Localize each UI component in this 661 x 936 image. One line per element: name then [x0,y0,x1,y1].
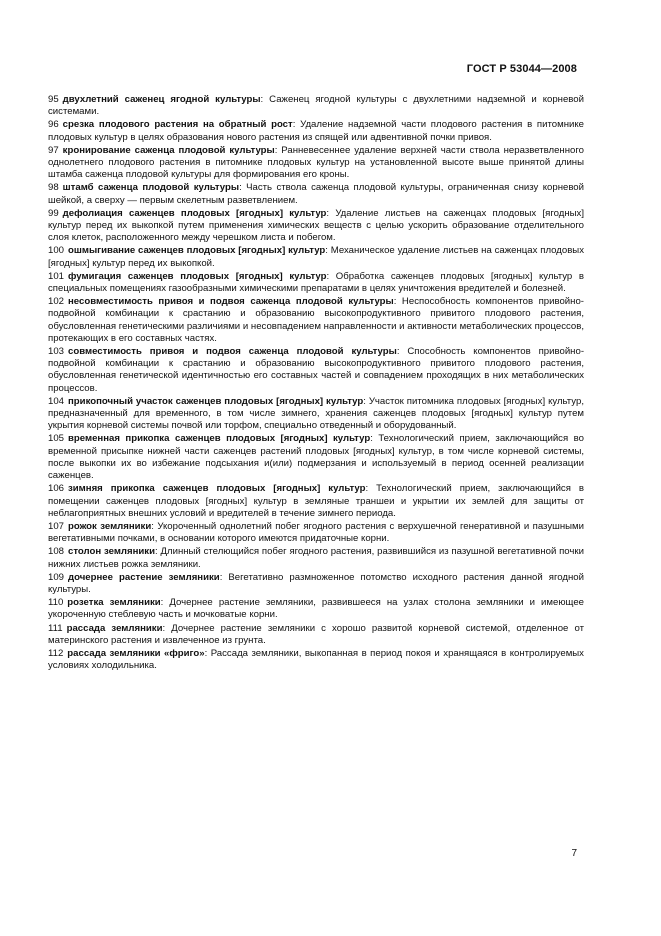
entry-term: розетка земляники [67,597,161,609]
entry-term: дефолиация саженцев плодовых [ягодных] культур [62,207,327,219]
entry-number: 103 [48,346,65,358]
entry-term: прикопочный участок саженцев плодовых [ягодных] культур [68,395,364,407]
entry-number: 111 [48,622,63,634]
page-number: 7 [571,848,577,859]
term-entry-101 [48,271,584,295]
term-entry-112 [48,648,584,672]
entry-number: 101 [48,270,65,282]
entry-number: 105 [48,433,65,445]
term-entry-109 [48,572,584,596]
term-entry-99 [48,208,584,245]
entry-term: двухлетний саженец ягодной культуры [62,94,261,105]
entry-term: столон земляники [68,546,156,558]
entry-number: 100 [48,245,65,257]
entry-term: зимняя прикопка саженцев плодовых [ягодных] культур [68,483,366,495]
entry-number: 109 [48,571,65,583]
page-header-standard: ГОСТ Р 53044—2008 [466,63,577,75]
entry-number: 107 [48,520,65,532]
terms-list [48,94,584,673]
entry-term: фумигация саженцев плодовых [ягодных] культур [68,270,327,282]
entry-number: 97 [48,144,59,156]
term-entry-100 [48,245,584,269]
term-entry-107 [48,521,584,545]
entry-definition: : Дочернее растение земляники, развившееся на узлах столона земляники и имеющее укороченную стеблевую часть и мочковатые корни. [48,597,584,621]
entry-number: 95 [48,94,59,105]
entry-definition: : Механическое удаление листьев на саженцах плодовых [ягодных] культур перед их выкопкой. [48,245,585,269]
entry-definition: : Удаление надземной части плодового растения в питомнике плодовых культур в целях образования нового растения из спящей или адвентивной почки привоя. [48,119,584,143]
term-entry-110 [48,597,584,621]
entry-definition: : Саженец ягодной культуры с двухлетними надземной и корневой системами. [48,94,584,118]
entry-definition: : Неспособность компонентов привойно-подвойной комбинации к срастанию и образованию высокопродуктивного привитого плодового растения, обусловленная генетическими различиями и несовпадением направленности и активности метаболических процессов, протекающих в его составных частях. [48,296,584,344]
entry-number: 96 [48,119,59,131]
entry-number: 108 [48,546,65,558]
term-entry-98 [48,182,584,206]
entry-term: несовместимость привоя и подвоя саженца плодовой культуры [68,296,394,308]
entry-definition: : Рассада земляники, выкопанная в период покоя и хранящаяся в контролируемых условиях холодильника. [48,647,584,672]
entry-term: рожок земляники [68,520,152,532]
entry-definition: : Часть ствола саженца плодовой культуры, ограниченная снизу корневой шейкой, а сверху — первым скелетным разветвлением. [48,182,585,206]
term-entry-96 [48,119,584,143]
term-entry-102 [48,296,584,345]
entry-definition: : Участок питомника плодовых [ягодных] культур, предназначенный для временного, в том числе зимнего, хранения саженцев плодовых [ягодных] культур путем укрытия корневой системы почвой или торфом, специально отведенный и оборудованный. [48,395,584,432]
term-entry-104 [48,396,584,433]
entry-definition: : Ранневесеннее удаление верхней части ствола неразветвленного однолетнего плодового растения в питомнике плодовых культур на установленной высоте выше принятой длины штамба саженца плодовой культуры для формирования его кроны. [48,144,584,181]
term-entry-97 [48,145,584,182]
entry-term: временная прикопка саженцев плодовых [ягодных] культур [68,433,371,445]
entry-number: 99 [48,207,59,219]
entry-number: 98 [48,182,59,194]
term-entry-111 [48,623,584,647]
entry-definition: : Технологический прием, заключающийся во временной присыпке нижней части саженцев растений плодовых [ягодных] культур, в том числе корневой системы, после выкопки их во избежание подсыхания и(или) подмерзания и используемый в период осенней реализации саженцев. [48,433,584,482]
entry-term: рассада земляники [66,622,163,634]
term-entry-106 [48,483,584,520]
term-entry-103 [48,346,584,395]
entry-definition: : Длинный стелющийся побег ягодного растения, развившийся из пазушной вегетативной почки нижних листьев рожка земляники. [48,546,584,570]
entry-definition: : Удаление листьев на саженцах плодовых [ягодных] культур перед их выкопкой путем применения химических веществ с целью ускорить образование отделительного слоя клеток, расположенного между черешком листа и побегом. [48,207,584,244]
entry-definition: : Дочернее растение земляники с хорошо развитой корневой системой, отделенное от материнского растения и извлеченное из грунта. [48,622,584,646]
entry-term: ошмыгивание саженцев плодовых [ягодных] культур [68,245,326,257]
entry-number: 102 [48,296,65,308]
term-entry-105 [48,433,584,482]
entry-term: дочернее растение земляники [68,571,220,583]
term-entry-108 [48,546,584,570]
entry-number: 106 [48,483,65,495]
entry-definition: : Обработка саженцев плодовых [ягодных] культур в специальных помещениях газообразными химическими препаратами в целях уничтожения вредителей и болезней. [48,270,584,295]
entry-term: рассада земляники «фриго» [67,647,205,659]
entry-number: 104 [48,395,65,407]
entry-number: 110 [48,597,64,609]
entry-number: 112 [48,647,64,659]
entry-term: кронирование саженца плодовой культуры [62,144,275,156]
entry-definition: : Способность компонентов привойно-подвойной комбинации к срастанию и образованию высокопродуктивного привитого плодового растения, обусловленная генетической идентичностью его составных частей и совпадением проходящих в них метаболических процессов. [48,346,585,394]
entry-term: совместимость привоя и подвоя саженца плодовой культуры [68,346,397,358]
entry-definition: : Укороченный однолетний побег ягодного растения с верхушечной генеративной и пазушными вегетативными почками, в основании которого имеются придаточные корни. [48,520,584,545]
entry-definition: : Вегетативно размноженное потомство исходного растения данной ягодной культуры. [48,571,584,595]
entry-definition: : Технологический прием, заключающийся в помещении саженцев плодовых [ягодных] культур в земляные траншеи и укрытии их землей для защиты от неблагоприятных внешних условий и вредителей в течение зимнего периода. [48,483,585,519]
entry-term: штамб саженца плодовой культуры [62,182,240,194]
term-entry-95 [48,94,584,118]
entry-term: срезка плодового растения на обратный рост [62,119,293,131]
